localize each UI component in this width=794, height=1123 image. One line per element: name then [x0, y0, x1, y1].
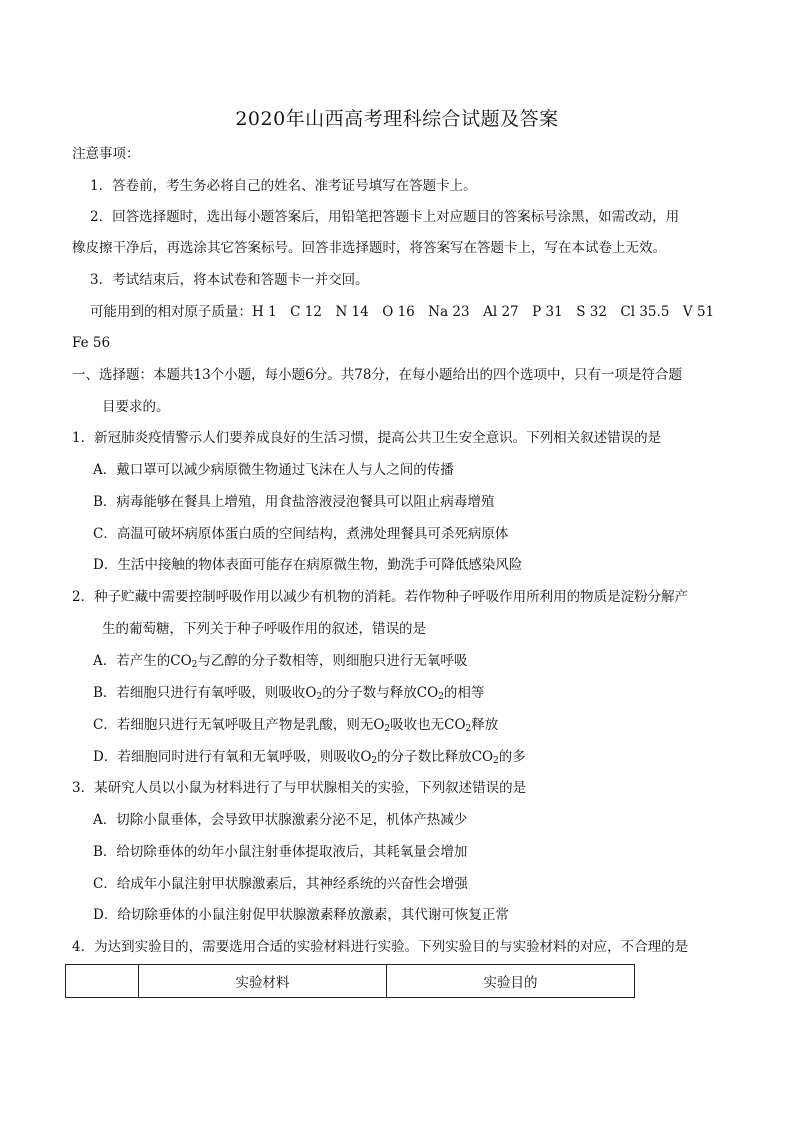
section-heading-line-2: 目要求的。: [102, 399, 170, 415]
question-2-stem-line-2: 生的葡萄糖，下列关于种子呼吸作用的叙述，错误的是: [102, 621, 426, 637]
question-2-option-c: C．若细胞只进行无氧呼吸且产物是乳酸，则无$O_2$吸收也无$CO_2$释放: [93, 717, 499, 734]
notice-item-2-line-1: 2．回答选择题时，选出每小题答案后，用铅笔把答题卡上对应题目的答案标号涂黑，如需改动，用: [90, 209, 680, 225]
experiment-table: [65, 964, 635, 998]
table-header-material: 实验材料: [139, 965, 387, 998]
atomic-mass-line-2: Fe 56: [72, 335, 111, 351]
question-1-option-c: C．高温可破坏病原体蛋白质的空间结构，煮沸处理餐具可杀死病原体: [93, 526, 509, 542]
question-3-option-d: D．给切除垂体的小鼠注射促甲状腺激素释放激素，其代谢可恢复正常: [93, 907, 509, 923]
page-title: 2020年山西高考理科综合试题及答案: [235, 108, 559, 130]
question-1-stem: 1．新冠肺炎疫情警示人们要养成良好的生活习惯，提高公共卫生安全意识。下列相关叙述错误的是: [72, 430, 662, 446]
question-3-option-b: B．给切除垂体的幼年小鼠注射垂体提取液后，其耗氧量会增加: [93, 844, 468, 860]
notice-item-1: 1．答卷前，考生务必将自己的姓名、准考证号填写在答题卡上。: [90, 178, 477, 194]
table-header-purpose: 实验目的: [387, 965, 635, 998]
notice-heading: 注意事项：: [72, 146, 140, 162]
table-header-blank: [66, 965, 139, 998]
question-3-option-a: A．切除小鼠垂体，会导致甲状腺激素分泌不足，机体产热减少: [93, 812, 468, 828]
question-2-option-b: B．若细胞只进行有氧呼吸，则吸收$O_2$的分子数与释放$CO_2$的相等: [93, 685, 485, 702]
question-2-option-a: A．若产生的$CO_2$与乙醇的分子数相等，则细胞只进行无氧呼吸: [93, 653, 468, 670]
question-2-option-d: D．若细胞同时进行有氧和无氧呼吸，则吸收$O_2$的分子数比释放$CO_2$的多: [93, 749, 526, 766]
notice-item-2-line-2: 橡皮擦干净后，再选涂其它答案标号。回答非选择题时，将答案写在答题卡上，写在本试卷上无效。: [72, 240, 666, 256]
atomic-mass-line-1: 可能用到的相对原子质量：H 1 C 12 N 14 O 16 Na 23 Al 27 P 31 S 32 Cl 35.5 V 51: [90, 304, 715, 320]
question-1-option-a: A．戴口罩可以减少病原微生物通过飞沫在人与人之间的传播: [93, 462, 454, 478]
question-3-option-c: C．给成年小鼠注射甲状腺激素后，其神经系统的兴奋性会增强: [93, 876, 468, 892]
notice-item-3: 3．考试结束后，将本试卷和答题卡一并交回。: [90, 272, 369, 288]
section-heading-line-1: 一、选择题：本题共13个小题，每小题6分。共78分，在每小题给出的四个选项中，只有一项是符合题: [72, 367, 682, 383]
question-1-option-d: D．生活中接触的物体表面可能存在病原微生物，勤洗手可降低感染风险: [93, 557, 523, 573]
question-2-stem-line-1: 2．种子贮藏中需要控制呼吸作用以减少有机物的消耗。若作物种子呼吸作用所利用的物质是淀粉分解产: [72, 589, 689, 605]
question-4-stem: 4．为达到实验目的，需要选用合适的实验材料进行实验。下列实验目的与实验材料的对应，不合理的是: [72, 939, 689, 955]
question-1-option-b: B．病毒能够在餐具上增殖，用食盐溶液浸泡餐具可以阻止病毒增殖: [93, 494, 495, 510]
question-3-stem: 3．某研究人员以小鼠为材料进行了与甲状腺相关的实验，下列叙述错误的是: [72, 780, 527, 796]
table-header-row: [66, 965, 635, 998]
